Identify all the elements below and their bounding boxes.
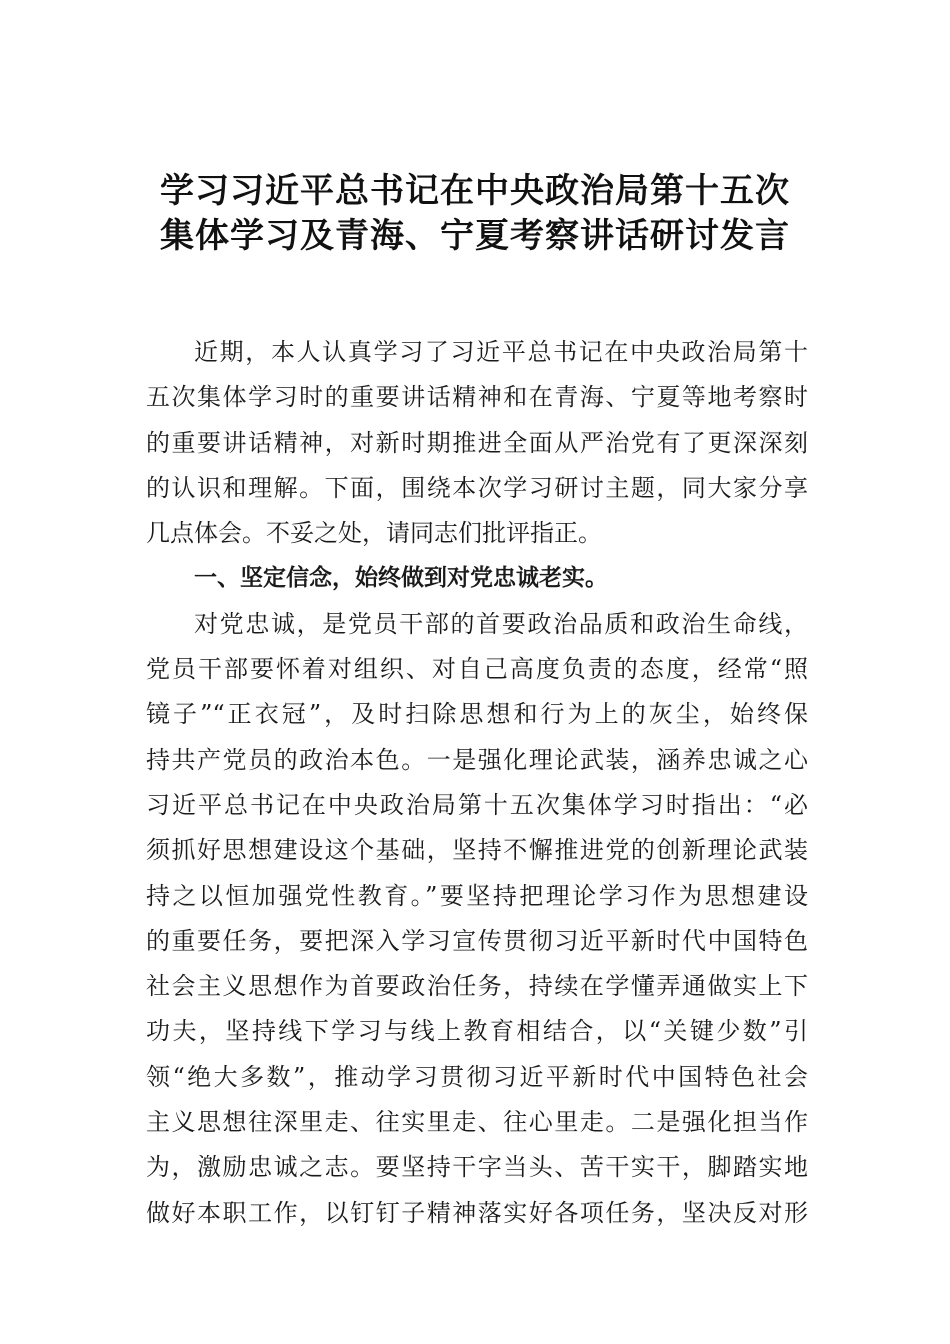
body-line: 的重要任务，要把深入学习宣传贯彻习近平新时代中国特色: [146, 926, 808, 955]
document-title-line-1: 学习习近平总书记在中央政治局第十五次: [160, 171, 790, 211]
body-line: 的重要讲话精神，对新时期推进全面从严治党有了更深深刻: [146, 428, 808, 457]
section-heading: 一、坚定信念，始终做到对党忠诚老实。: [194, 565, 608, 592]
body-line: 为，激励忠诚之志。要坚持干字当头、苦干实干，脚踏实地: [146, 1153, 808, 1182]
body-line: 党员干部要怀着对组织、对自己高度负责的态度，经常“照: [146, 655, 808, 684]
body-line: 几点体会。不妥之处，请同志们批评指正。: [146, 519, 602, 548]
body-line: 功夫，坚持线下学习与线上教育相结合，以“关键少数”引: [146, 1017, 808, 1046]
body-line: 领“绝大多数”，推动学习贯彻习近平新时代中国特色社会: [146, 1062, 808, 1091]
body-line: 持之以恒加强党性教育。”要坚持把理论学习作为思想建设: [146, 881, 808, 910]
body-line: 对党忠诚，是党员干部的首要政治品质和政治生命线，: [194, 609, 808, 638]
body-line: 须抓好思想建设这个基础，坚持不懈推进党的创新理论武装: [146, 836, 808, 865]
document-title-line-2: 集体学习及青海、宁夏考察讲话研讨发言: [160, 216, 790, 256]
body-line: 社会主义思想作为首要政治任务，持续在学懂弄通做实上下: [146, 972, 808, 1001]
body-line: 主义思想往深里走、往实里走、往心里走。二是强化担当作: [146, 1108, 808, 1137]
document-body: [146, 330, 808, 1236]
body-line: 的认识和理解。下面，围绕本次学习研讨主题，同大家分享: [146, 473, 808, 502]
body-line: 近期，本人认真学习了习近平总书记在中央政治局第十: [194, 338, 808, 366]
body-line: 镜子”“正衣冠”，及时扫除思想和行为上的灰尘，始终保: [146, 700, 808, 729]
body-line: 做好本职工作，以钉钉子精神落实好各项任务，坚决反对形: [146, 1198, 808, 1227]
body-line: 持共产党员的政治本色。一是强化理论武装，涵养忠诚之心: [146, 745, 808, 774]
body-line: 五次集体学习时的重要讲话精神和在青海、宁夏等地考察时: [146, 383, 808, 412]
body-line: 习近平总书记在中央政治局第十五次集体学习时指出：“必: [146, 790, 808, 819]
